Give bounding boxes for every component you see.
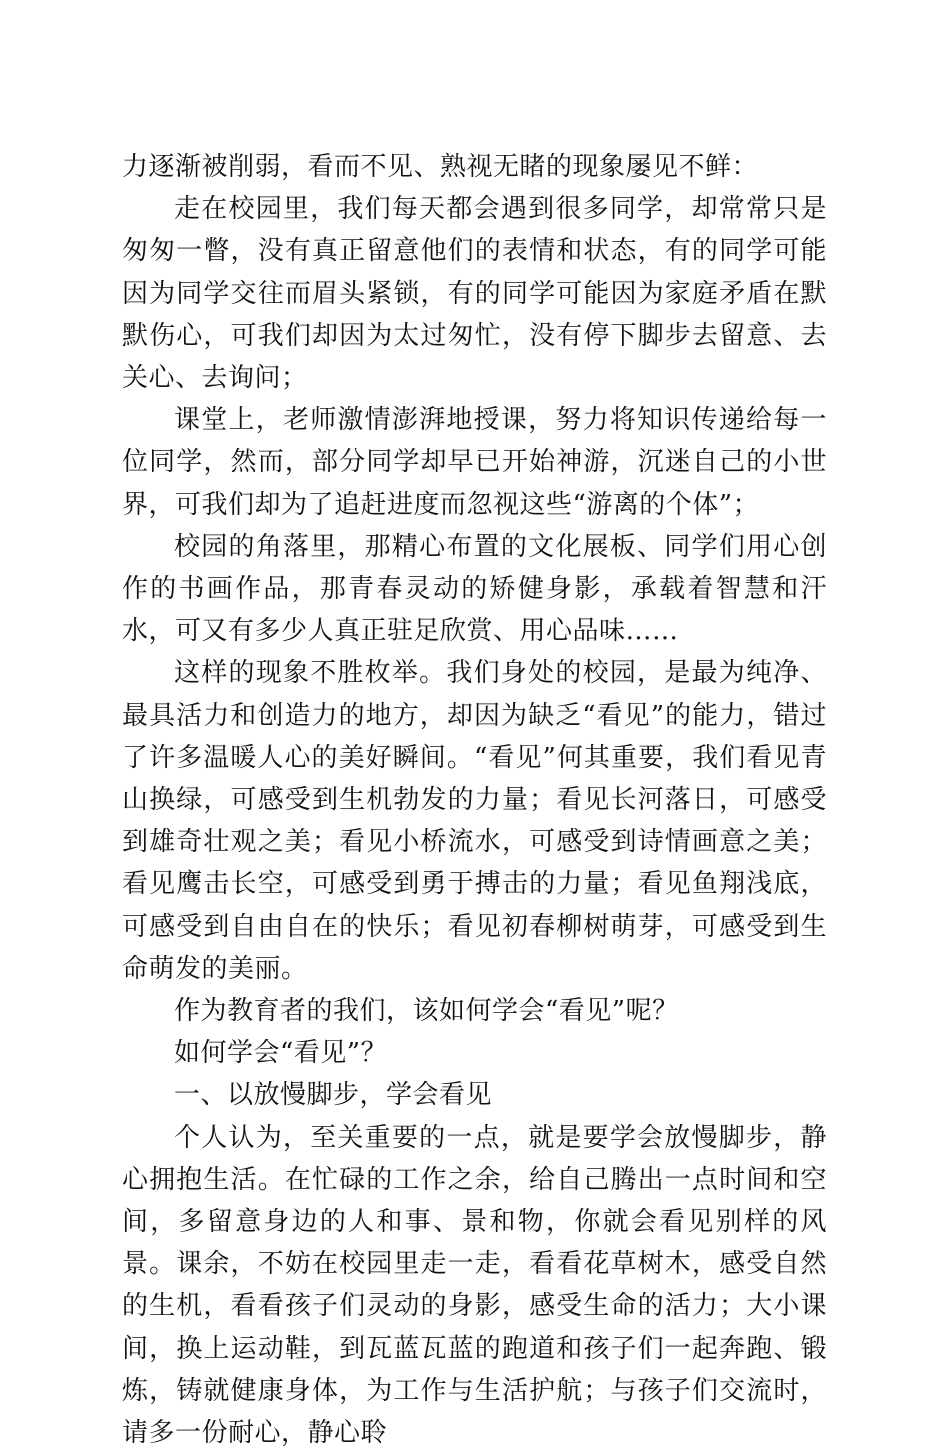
section-heading-slow-down: 一、以放慢脚步，学会看见: [174, 1080, 493, 1111]
paragraph-question: 作为教育者的我们，该如何学会“看见”呢？: [174, 996, 679, 1027]
paragraph-slow-down: 个人认为，至关重要的一点，就是要学会放慢脚步，静心拥抱生活。在忙碌的工作之余，给自己腾出一点时间和空间，多留意身边的人和事、景和物，你就会看见别样的风景。课余，不妨在校园里走一走，看看花草树木，感受自然的生机，看看孩子们灵动的身影，感受生命的活力；大小课间，换上运动鞋，到瓦蓝瓦蓝的跑道和孩子们一起奔跑、锻炼，铸就健康身体，为工作与生活护航；与孩子们交流时，请多一份耐心，静心聆: [122, 1122, 827, 1449]
section-heading-how: 如何学会“看见”？: [174, 1038, 388, 1069]
paragraph-classroom: 课堂上，老师激情澎湃地授课，努力将知识传递给每一位同学，然而，部分同学却早已开始神游，沉迷自己的小世界，可我们却为了追赶进度而忽视这些“游离的个体”；: [122, 405, 827, 520]
paragraph-continuation: 力逐渐被削弱，看而不见、熟视无睹的现象屡见不鲜：: [122, 152, 759, 182]
paragraph-importance-of-seeing: 这样的现象不胜枚举。我们身处的校园，是最为纯净、最具活力和创造力的地方，却因为缺乏“看见”的能力，错过了许多温暖人心的美好瞬间。“看见”何其重要，我们看见青山换绿，可感受到生机勃发的力量；看见长河落日，可感受到雄奇壮观之美；看见小桥流水，可感受到诗情画意之美；看见鹰击长空，可感受到勇于搏击的力量；看见鱼翔浅底，可感受到自由自在的快乐；看见初春柳树萌芽，可感受到生命萌发的美丽。: [122, 658, 827, 984]
document-body: [122, 146, 827, 1454]
paragraph-campus-corner: 校园的角落里，那精心布置的文化展板、同学们用心创作的书画作品，那青春灵动的矫健身影，承载着智慧和汗水，可又有多少人真正驻足欣赏、用心品味……: [122, 531, 827, 647]
paragraph-walking-campus: 走在校园里，我们每天都会遇到很多同学，却常常只是匆匆一瞥，没有真正留意他们的表情和状态，有的同学可能因为同学交往而眉头紧锁，有的同学可能因为家庭矛盾在默默伤心，可我们却因为太过匆忙，没有停下脚步去留意、去关心、去询问；: [122, 194, 827, 394]
